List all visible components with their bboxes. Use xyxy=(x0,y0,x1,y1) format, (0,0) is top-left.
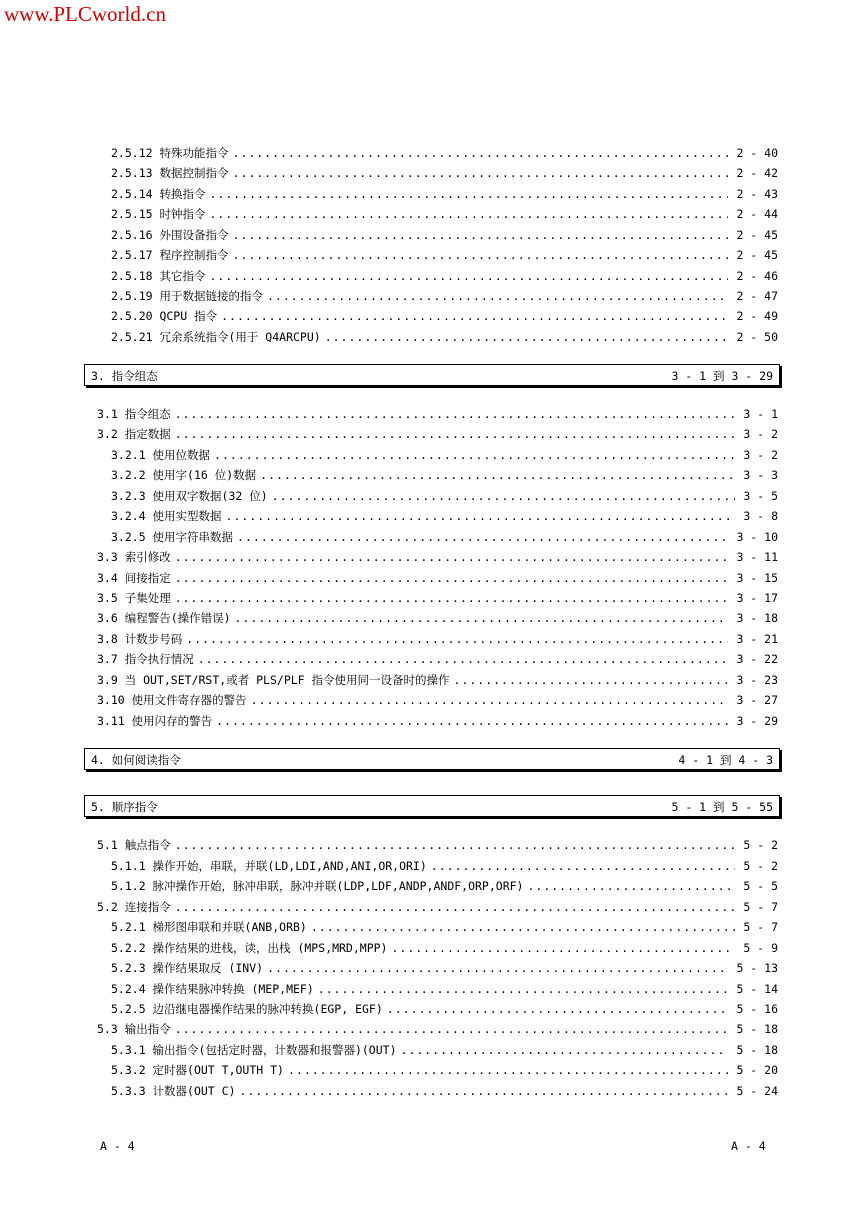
toc-label: 5.2.2 操作结果的进栈，读，出栈 (MPS,MRD,MPP) xyxy=(111,941,388,955)
toc-label: 2.5.21 冗余系统指令(用于 Q4ARCPU) xyxy=(111,330,321,344)
toc-page: 3 - 2 xyxy=(743,427,778,441)
toc-label: 5.3.3 计数器(OUT C) xyxy=(111,1084,236,1098)
toc-label: 5.1.2 脉冲操作开始，脉冲串联，脉冲并联(LDP,LDF,ANDP,ANDF,ORP,ORF) xyxy=(111,879,524,893)
toc-leader xyxy=(175,1020,729,1039)
toc-entry[interactable] xyxy=(97,609,778,628)
toc-entry[interactable] xyxy=(97,425,778,444)
toc-entry[interactable] xyxy=(111,446,778,465)
toc-leader xyxy=(260,466,735,485)
toc-leader xyxy=(387,1000,729,1019)
chapter-page-range: 5 - 1 到 5 - 55 xyxy=(671,800,773,814)
toc-leader xyxy=(221,307,728,326)
toc-label: 2.5.17 程序控制指令 xyxy=(111,248,229,262)
toc-entry[interactable] xyxy=(111,1041,778,1060)
chapter-5-header[interactable] xyxy=(84,795,780,817)
chapter-3-header[interactable] xyxy=(84,364,780,386)
toc-leader xyxy=(240,1082,729,1101)
toc-label: 3.8 计数步号码 xyxy=(97,632,183,646)
toc-label: 2.5.15 时钟指令 xyxy=(111,207,206,221)
toc-label: 5.2.4 操作结果脉冲转换 (MEP,MEF) xyxy=(111,982,314,996)
toc-label: 3.2.2 使用字(16 位)数据 xyxy=(111,468,257,482)
toc-label: 2.5.14 转换指令 xyxy=(111,187,206,201)
toc-entry[interactable] xyxy=(97,898,778,917)
toc-label: 5.2.5 边沿继电器操作结果的脉冲转换(EGP, EGF) xyxy=(111,1002,383,1016)
chapter-title: 3. 指令组态 xyxy=(91,369,158,383)
toc-leader xyxy=(251,691,729,710)
toc-page: 2 - 45 xyxy=(736,228,778,242)
footer-page-left: A - 4 xyxy=(100,1139,135,1153)
toc-leader xyxy=(232,226,728,245)
toc-leader xyxy=(175,569,729,588)
toc-label: 3.2.5 使用字符串数据 xyxy=(111,530,234,544)
toc-entry[interactable] xyxy=(111,226,778,245)
toc-entry[interactable] xyxy=(111,877,778,896)
toc-leader xyxy=(311,918,736,937)
toc-page: 5 - 2 xyxy=(743,838,778,852)
toc-page: 5 - 9 xyxy=(743,941,778,955)
toc-label: 3.9 当 OUT,SET/RST,或者 PLS/PLF 指令使用同一设备时的操作 xyxy=(97,673,450,687)
toc-entry[interactable] xyxy=(97,1020,778,1039)
toc-label: 3.2.3 使用双字数据(32 位) xyxy=(111,489,268,503)
toc-leader xyxy=(267,287,728,306)
toc-leader xyxy=(175,589,729,608)
toc-label: 5.2 连接指令 xyxy=(97,900,171,914)
toc-entry[interactable] xyxy=(111,1082,778,1101)
toc-page: 3 - 8 xyxy=(743,509,778,523)
toc-entry[interactable] xyxy=(111,939,778,958)
toc-leader xyxy=(527,877,735,896)
toc-page: 3 - 17 xyxy=(736,591,778,605)
toc-label: 3.10 使用文件寄存器的警告 xyxy=(97,693,247,707)
toc-label: 2.5.12 特殊功能指令 xyxy=(111,146,229,160)
toc-page: 3 - 5 xyxy=(743,489,778,503)
toc-entry[interactable] xyxy=(111,205,778,224)
toc-page: 5 - 16 xyxy=(736,1002,778,1016)
toc-entry[interactable] xyxy=(111,267,778,286)
chapter-title: 5. 顺序指令 xyxy=(91,800,158,814)
toc-entry[interactable] xyxy=(97,589,778,608)
toc-page: 5 - 18 xyxy=(736,1022,778,1036)
toc-leader xyxy=(318,980,729,999)
toc-entry[interactable] xyxy=(97,671,778,690)
toc-entry[interactable] xyxy=(111,1061,778,1080)
toc-label: 2.5.16 外围设备指令 xyxy=(111,228,229,242)
toc-page: 5 - 20 xyxy=(736,1063,778,1077)
toc-entry[interactable] xyxy=(111,528,778,547)
toc-page: 3 - 1 xyxy=(743,407,778,421)
toc-leader xyxy=(209,185,728,204)
toc-label: 2.5.13 数据控制指令 xyxy=(111,166,229,180)
toc-label: 2.5.19 用于数据链接的指令 xyxy=(111,289,263,303)
toc-label: 3.5 子集处理 xyxy=(97,591,171,605)
toc-leader xyxy=(175,405,736,424)
toc-label: 3.3 索引修改 xyxy=(97,550,171,564)
toc-label: 3.2.1 使用位数据 xyxy=(111,448,211,462)
toc-leader xyxy=(431,857,736,876)
toc-leader xyxy=(232,144,728,163)
toc-entry[interactable] xyxy=(111,959,778,978)
toc-label: 5.3.1 输出指令(包括定时器，计数器和报警器)(OUT) xyxy=(111,1043,397,1057)
toc-entry[interactable] xyxy=(111,1000,778,1019)
chapter-title: 4. 如何阅读指令 xyxy=(91,753,181,767)
toc-page: 5 - 7 xyxy=(743,920,778,934)
toc-entry[interactable] xyxy=(111,287,778,306)
toc-leader xyxy=(198,650,729,669)
toc-page: 3 - 3 xyxy=(743,468,778,482)
toc-label: 3.2.4 使用实型数据 xyxy=(111,509,222,523)
toc-entry[interactable] xyxy=(97,691,778,710)
toc-entry[interactable] xyxy=(111,466,778,485)
toc-label: 5.2.1 梯形图串联和并联(ANB,ORB) xyxy=(111,920,307,934)
toc-page: 5 - 7 xyxy=(743,900,778,914)
toc-page: 5 - 13 xyxy=(736,961,778,975)
toc-label: 5.1.1 操作开始，串联，并联(LD,LDI,AND,ANI,OR,ORI) xyxy=(111,859,427,873)
toc-label: 5.3.2 定时器(OUT T,OUTH T) xyxy=(111,1063,284,1077)
toc-entry[interactable] xyxy=(111,164,778,183)
toc-entry[interactable] xyxy=(111,144,778,163)
toc-label: 3.1 指令组态 xyxy=(97,407,171,421)
toc-leader xyxy=(288,1061,728,1080)
toc-page: 5 - 24 xyxy=(736,1084,778,1098)
toc-page: 2 - 47 xyxy=(736,289,778,303)
footer-page-right: A - 4 xyxy=(731,1139,766,1153)
chapter-page-range: 3 - 1 到 3 - 29 xyxy=(671,369,773,383)
toc-leader xyxy=(216,712,728,731)
toc-label: 2.5.20 QCPU 指令 xyxy=(111,309,218,323)
toc-page: 5 - 2 xyxy=(743,859,778,873)
toc-leader xyxy=(401,1041,729,1060)
toc-label: 3.2 指定数据 xyxy=(97,427,171,441)
toc-page: 2 - 43 xyxy=(736,187,778,201)
chapter-page-range: 4 - 1 到 4 - 3 xyxy=(678,753,773,767)
toc-page: 3 - 15 xyxy=(736,571,778,585)
chapter-4-header[interactable] xyxy=(84,748,780,770)
toc-label: 3.7 指令执行情况 xyxy=(97,652,194,666)
toc-entry[interactable] xyxy=(97,630,778,649)
toc-leader xyxy=(267,959,728,978)
toc-leader xyxy=(454,671,729,690)
toc-page: 3 - 27 xyxy=(736,693,778,707)
toc-leader xyxy=(232,164,728,183)
toc-entry[interactable] xyxy=(97,650,778,669)
toc-entry[interactable] xyxy=(111,487,778,506)
toc-entry[interactable] xyxy=(111,507,778,526)
toc-leader xyxy=(214,446,735,465)
toc-page: 3 - 18 xyxy=(736,611,778,625)
toc-page: 5 - 5 xyxy=(743,879,778,893)
toc-leader xyxy=(237,528,728,547)
toc-leader xyxy=(209,267,728,286)
toc-leader xyxy=(209,205,728,224)
toc-page: 2 - 49 xyxy=(736,309,778,323)
toc-entry[interactable] xyxy=(97,548,778,567)
toc-entry[interactable] xyxy=(111,857,778,876)
toc-leader xyxy=(175,898,736,917)
toc-label: 3.4 间接指定 xyxy=(97,571,171,585)
toc-page: 2 - 40 xyxy=(736,146,778,160)
toc-page: 5 - 14 xyxy=(736,982,778,996)
toc-entry[interactable] xyxy=(111,246,778,265)
toc-leader xyxy=(232,246,728,265)
toc-page: 5 - 18 xyxy=(736,1043,778,1057)
toc-page: 3 - 10 xyxy=(736,530,778,544)
toc-leader xyxy=(175,548,729,567)
toc-page: 3 - 29 xyxy=(736,714,778,728)
toc-page: 2 - 42 xyxy=(736,166,778,180)
toc-entry[interactable] xyxy=(97,569,778,588)
toc-page: 3 - 11 xyxy=(736,550,778,564)
toc-label: 5.3 输出指令 xyxy=(97,1022,171,1036)
watermark: www.PLCworld.cn xyxy=(4,2,166,26)
toc-entry[interactable] xyxy=(111,185,778,204)
toc-entry[interactable] xyxy=(97,836,778,855)
toc-leader xyxy=(226,507,736,526)
toc-page: 2 - 45 xyxy=(736,248,778,262)
toc-entry[interactable] xyxy=(111,307,778,326)
toc-page: 3 - 22 xyxy=(736,652,778,666)
toc-leader xyxy=(186,630,728,649)
toc-page: 3 - 2 xyxy=(743,448,778,462)
toc-leader xyxy=(235,609,729,628)
toc-leader xyxy=(272,487,736,506)
toc-page: 3 - 21 xyxy=(736,632,778,646)
toc-entry[interactable] xyxy=(111,980,778,999)
toc-label: 5.1 触点指令 xyxy=(97,838,171,852)
toc-leader xyxy=(175,836,736,855)
toc-leader xyxy=(325,328,729,347)
toc-label: 5.2.3 操作结果取反 (INV) xyxy=(111,961,264,975)
toc-entry[interactable] xyxy=(111,918,778,937)
toc-leader xyxy=(175,425,736,444)
toc-leader xyxy=(391,939,735,958)
toc-page: 3 - 23 xyxy=(736,673,778,687)
toc-page: 2 - 44 xyxy=(736,207,778,221)
toc-label: 2.5.18 其它指令 xyxy=(111,269,206,283)
toc-label: 3.6 编程警告(操作错误) xyxy=(97,611,231,625)
toc-entry[interactable] xyxy=(97,405,778,424)
toc-page: 2 - 46 xyxy=(736,269,778,283)
toc-page: 2 - 50 xyxy=(736,330,778,344)
toc-entry[interactable] xyxy=(111,328,778,347)
toc-label: 3.11 使用闪存的警告 xyxy=(97,714,213,728)
toc-entry[interactable] xyxy=(97,712,778,731)
